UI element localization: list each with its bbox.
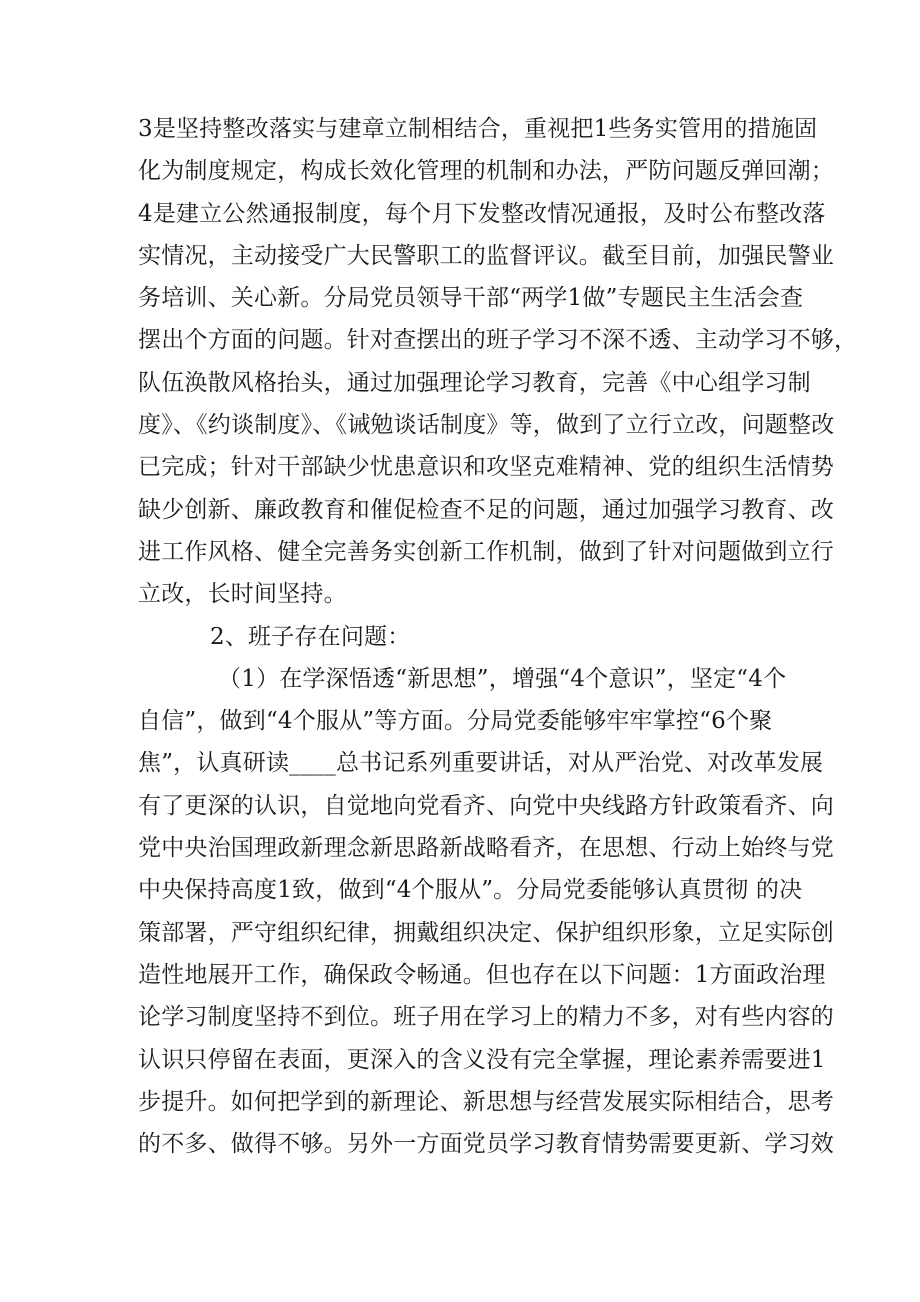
text-line: 缺少创新、廉政教育和催促检查不足的问题，通过加强学习教育、改 (138, 496, 834, 523)
text-line: 的不多、做得不够。另外一方面党员学习教育情势需要更新、学习效 (138, 1131, 834, 1158)
text-line: 度》、《约谈制度》、《诫勉谈话制度》等，做到了立行立改，问题整改 (138, 412, 835, 439)
text-line: 焦”，认真研读____总书记系列重要讲话，对从严治党、对改革发展 (138, 750, 824, 777)
text-line: 步提升。如何把学到的新理论、新思想与经营发展实际相结合，思考 (138, 1088, 834, 1115)
text-line: 党中央治国理政新理念新思路新战略看齐，在思想、行动上始终与党 (138, 835, 834, 862)
text-line: 中央保持高度1致，做到“4个服从”。分局党委能够认真贯彻 的决 (138, 877, 803, 904)
text-line: 自信”，做到“4个服从”等方面。分局党委能够牢牢掌控“6个聚 (138, 708, 773, 735)
body-text (138, 108, 858, 1165)
text-line: 3是坚持整改落实与建章立制相结合，重视把1些务实管用的措施固 (138, 116, 818, 142)
text-line: 进工作风格、健全完善务实创新工作机制，做到了针对问题做到立行 (138, 538, 834, 565)
text-line: 已完成；针对干部缺少忧患意识和攻坚克难精神、党的组织生活情势 (138, 454, 834, 481)
text-line: 4是建立公然通报制度，每个月下发整改情况通报，及时公布整改落 (138, 200, 826, 227)
text-line: 队伍涣散风格抬头，通过加强理论学习教育，完善《中心组学习制 (138, 369, 811, 396)
text-line: 务培训、关心新。分局党员领导干部“两学1做”专题民主生活会查 (138, 285, 804, 312)
subsection-start: （1）在学深悟透“新思想”，增强“4个意识”，坚定“4个 (218, 665, 787, 692)
text-line: 实情况，主动接受广大民警职工的监督评议。截至目前，加强民警业 (138, 242, 834, 269)
text-line: 认识只停留在表面，更深入的含义没有完全掌握，理论素养需要进1 (138, 1046, 826, 1073)
text-line: 造性地展开工作，确保政令畅通。但也存在以下问题：1方面政治理 (138, 961, 826, 988)
section-heading: 2、班子存在问题： (210, 623, 411, 650)
text-line: 化为制度规定，构成长效化管理的机制和办法，严防问题反弹回潮； (138, 158, 834, 185)
text-line: 有了更深的认识，自觉地向党看齐、向党中央线路方针政策看齐、向 (138, 792, 834, 819)
text-line: 论学习制度坚持不到位。班子用在学习上的精力不多，对有些内容的 (138, 1004, 834, 1031)
text-line: 立改，长时间坚持。 (138, 581, 347, 608)
text-line: 摆出个方面的问题。针对查摆出的班子学习不深不透、主动学习不够， (138, 327, 858, 354)
text-line: 策部署，严守组织纪律，拥戴组织决定、保护组织形象，立足实际创 (138, 919, 834, 946)
